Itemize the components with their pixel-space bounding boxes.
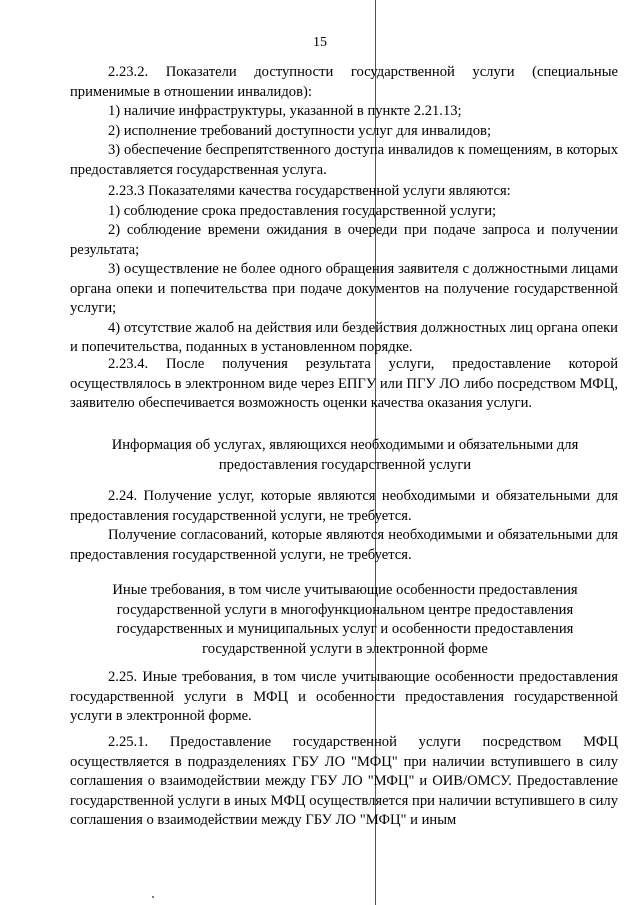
list-item: 3) осуществление не более одного обращения заявителя с должностными лицами органа опеки и попечительства при подаче документов на получение государственной услуги;: [70, 261, 618, 316]
section-2-23-2: [70, 63, 618, 180]
section-2-23-2-title: 2.23.2. Показатели доступности государственной услуги (специальные применимые в отношении инвалидов):: [70, 64, 618, 100]
list-item: 1) соблюдение срока предоставления государственной услуги;: [108, 202, 497, 219]
list-item: 2) соблюдение времени ожидания в очереди при подаче запроса и получении результата;: [70, 222, 618, 258]
list-item: 3) обеспечение беспрепятственного доступа инвалидов к помещениям, в которых предоставляется государственная услуга.: [70, 142, 618, 178]
list-item: 4) отсутствие жалоб на действия или бездействия должностных лиц органа опеки и попечительства, поданных в установленном порядке.: [70, 319, 618, 355]
section-2-23-3: [70, 182, 618, 358]
section-2-25-1: 2.25.1. Предоставление государственной услуги посредством МФЦ осуществляется в подразделениях ГБУ ЛО "МФЦ" при наличии вступившего в силу соглашения о взаимодействии между ГБУ ЛО "МФЦ" и ОИВ/ОМСУ. Предоставление государственной услуги в иных МФЦ осуществляется при наличии вступившего в силу соглашения о взаимодействии между ГБУ ЛО "МФЦ" и иным: [70, 734, 618, 828]
heading-required-services: Информация об услугах, являющихся необходимыми и обязательными для предоставления государственной услуги: [111, 437, 579, 473]
section-2-24-p1: 2.24. Получение услуг, которые являются необходимыми и обязательными для предоставления государственной услуги, не требуется.: [70, 488, 618, 524]
list-item: 2) исполнение требований доступности услуг для инвалидов;: [108, 122, 492, 139]
section-2-23-3-title: 2.23.3 Показателями качества государственной услуги являются:: [108, 183, 511, 199]
section-2-24-p2: Получение согласований, которые являются необходимыми и обязательными для предоставления государственной услуги, не требуется.: [70, 527, 618, 563]
section-2-25: 2.25. Иные требования, в том числе учитывающие особенности предоставления государственной услуги в МФЦ и особенности предоставления государственной услуги в электронной форме.: [70, 669, 618, 724]
page-number: 15: [313, 35, 327, 50]
list-item: 1) наличие инфраструктуры, указанной в пункте 2.21.13;: [108, 103, 462, 119]
section-2-23-4: 2.23.4. После получения результата услуги, предоставление которой осуществлялось в электронном виде через ЕПГУ или ПГУ ЛО либо посредством МФЦ, заявителю обеспечивается возможность оценки качества оказания услуги.: [70, 356, 618, 411]
section-2-24: [70, 487, 618, 565]
scan-speck: [152, 896, 154, 898]
heading-other-requirements: Иные требования, в том числе учитывающие особенности предоставления государственной услуги в многофункциональном центре предоставления государственных и муниципальных услуг и особенности предоставления государственной услуги в электронной форме: [112, 582, 578, 657]
